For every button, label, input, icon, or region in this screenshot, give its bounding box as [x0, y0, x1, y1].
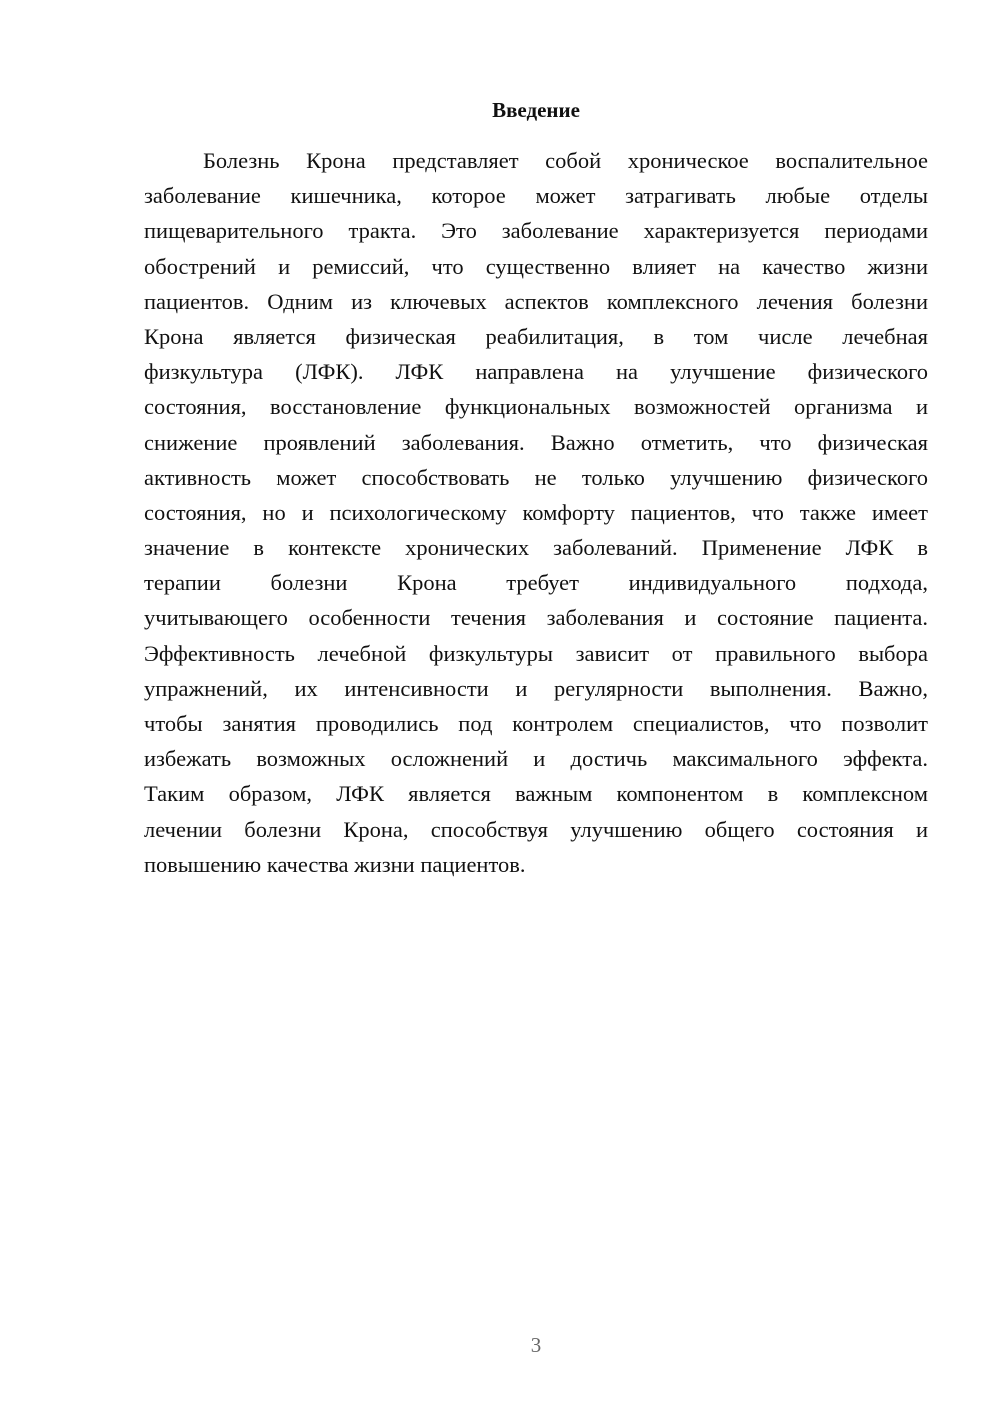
paragraph-line: Болезнь Крона представляет собой хроническое воспалительное [203, 148, 928, 173]
paragraph-line: состояния, восстановление функциональных возможностей организма и [144, 394, 928, 420]
paragraph-line: обострений и ремиссий, что существенно влияет на качество жизни [144, 253, 928, 279]
paragraph-line: Эффективность лечебной физкультуры зависит от правильного выбора [144, 640, 928, 666]
paragraph-line: заболевание кишечника, которое может затрагивать любые отделы [144, 183, 928, 209]
paragraph-line: упражнений, их интенсивности и регулярности выполнения. Важно, [144, 675, 928, 701]
paragraph-line: значение в контексте хронических заболеваний. Применение ЛФК в [144, 535, 928, 561]
paragraph-line: пациентов. Одним из ключевых аспектов комплексного лечения болезни [144, 288, 928, 314]
paragraph-line: снижение проявлений заболевания. Важно отметить, что физическая [144, 429, 928, 455]
paragraph-line: состояния, но и психологическому комфорту пациентов, что также имеет [144, 499, 928, 525]
paragraph-line: активность может способствовать не только улучшению физического [144, 464, 928, 490]
paragraph-line: Крона является физическая реабилитация, в том числе лечебная [144, 323, 928, 349]
paragraph-line: чтобы занятия проводились под контролем специалистов, что позволит [144, 711, 928, 736]
page-number: 3 [530, 1333, 542, 1357]
body-paragraph [144, 143, 928, 882]
paragraph-line: повышению качества жизни пациентов. [144, 851, 526, 877]
paragraph-line: физкультура (ЛФК). ЛФК направлена на улучшение физического [144, 359, 928, 385]
paragraph-line: Таким образом, ЛФК является важным компонентом в комплексном [144, 781, 928, 807]
paragraph-line: учитывающего особенности течения заболевания и состояние пациента. [144, 605, 928, 631]
paragraph-line: лечении болезни Крона, способствуя улучшению общего состояния и [144, 816, 928, 842]
paragraph-line: пищеварительного тракта. Это заболевание характеризуется периодами [144, 218, 928, 244]
paragraph-line: терапии болезни Крона требует индивидуального подхода, [144, 570, 928, 596]
section-heading: Введение [492, 98, 580, 122]
paragraph-line: избежать возможных осложнений и достичь максимального эффекта. [144, 746, 928, 772]
